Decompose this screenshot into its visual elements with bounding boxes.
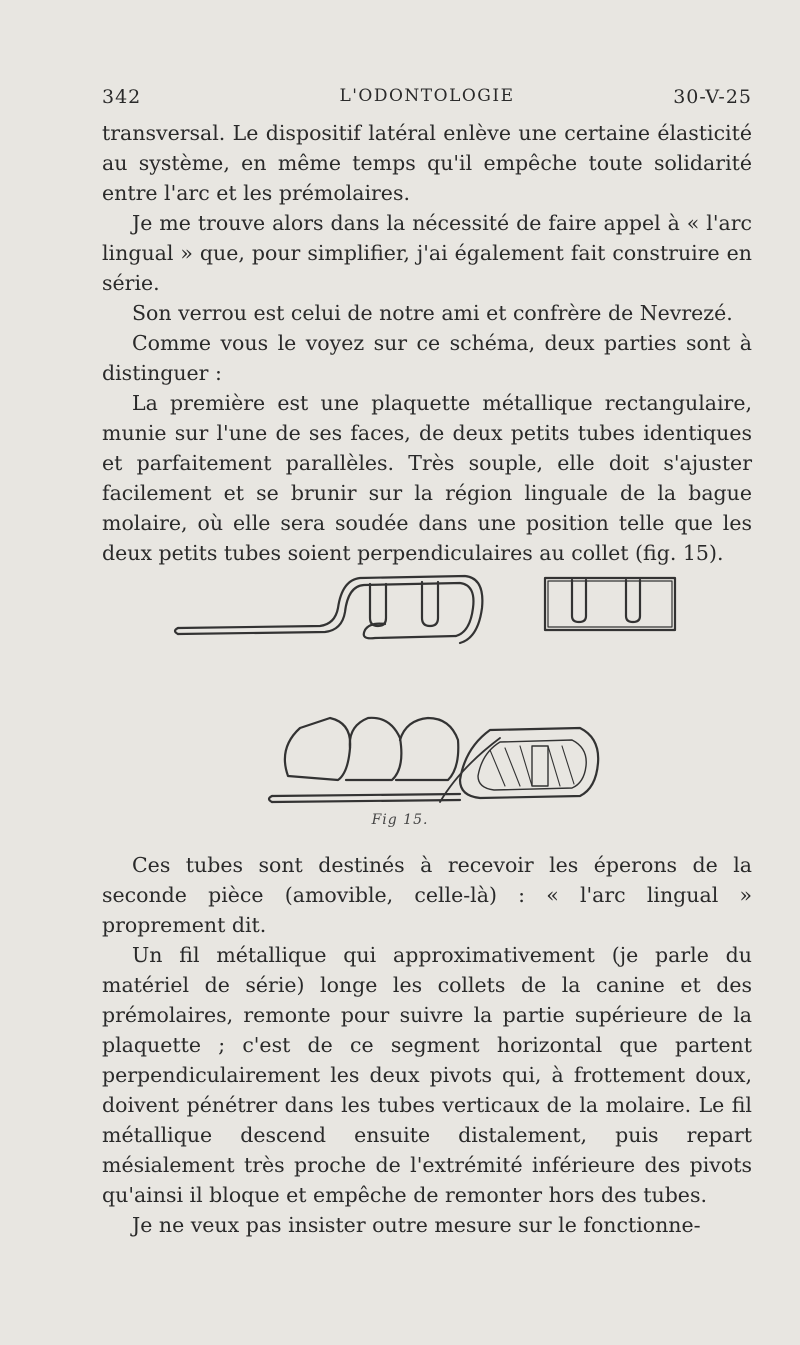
paragraph: Comme vous le voyez sur ce schéma, deux parties sont à distinguer :	[102, 331, 752, 385]
teeth-and-molar-drawing	[269, 718, 598, 802]
issue-date: 30-V-25	[673, 86, 752, 108]
paragraph: Je me trouve alors dans la nécessité de faire appel à « l'arc lingual » que, pour simplifier, j'ai également fait construire en série.	[102, 211, 752, 295]
page-number: 342	[102, 86, 142, 108]
metal-plate-drawing	[545, 578, 675, 630]
paragraph: Un fil métallique qui approximativement (je parle du matériel de série) longe les collets de la canine et des prémolaires, remonte pour suivre la partie supérieure de la plaquette ; c'est de ce segment horizontal que partent perpendiculairement les deux pivots qui, à frottement doux, doivent pénétrer dans les tubes verticaux de la molaire. Le fil métallique descend ensuite distalement, puis repart mésialement très proche de l'extrémité inférieure des pivots qu'ainsi il bloque et empêche de remonter hors des tubes.	[102, 943, 752, 1207]
figure-caption: Fig 15.	[371, 812, 429, 828]
paragraph: Ces tubes sont destinés à recevoir les éperons de la seconde pièce (amovible, celle-là) : « l'arc lingual » proprement dit.	[102, 853, 752, 937]
running-header	[102, 86, 752, 114]
text-block-bottom	[102, 850, 752, 1240]
journal-title: L'ODONTOLOGIE	[339, 86, 515, 106]
lingual-arc-drawing	[175, 576, 482, 643]
paragraph: La première est une plaquette métallique rectangulaire, munie sur l'une de ses faces, de deux petits tubes identiques et parfaitement parallèles. Très souple, elle doit s'ajuster facilement et se brunir sur la région linguale de la bague molaire, où elle sera soudée dans une position telle que les deux petits tubes soient perpendiculaires au collet (fig. 15).	[102, 391, 752, 565]
paragraph: Son verrou est celui de notre ami et confrère de Nevrezé.	[132, 301, 733, 325]
text-block-top	[102, 118, 752, 568]
figure-15-illustration	[160, 568, 700, 833]
paragraph: Je ne veux pas insister outre mesure sur le fonctionne-	[132, 1213, 701, 1237]
paragraph: transversal. Le dispositif latéral enlève une certaine élasticité au système, en même temps qu'il empêche toute solidarité entre l'arc et les prémolaires.	[102, 121, 752, 205]
